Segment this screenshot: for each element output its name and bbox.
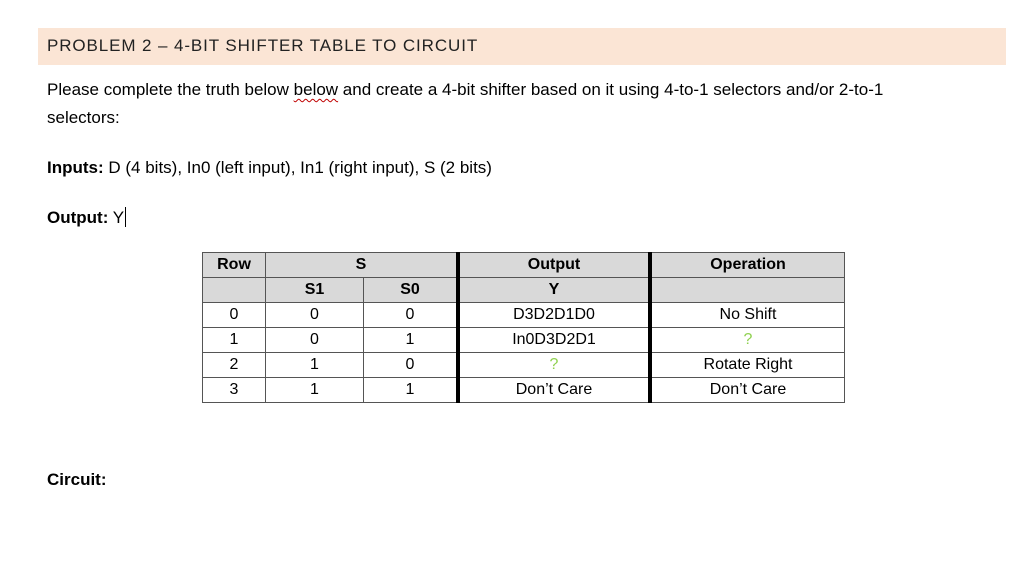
cell-s0: 1 [364,328,459,353]
inputs-label: Inputs: [47,158,104,177]
cell-operation: No Shift [650,303,845,328]
cell-s1: 0 [266,303,364,328]
cell-row: 2 [203,353,266,378]
cell-operation: Rotate Right [650,353,845,378]
header-output: Output [458,253,650,278]
truth-table [202,252,845,403]
table-row [203,353,845,378]
table-row [203,328,845,353]
problem-heading: PROBLEM 2 – 4-BIT SHIFTER TABLE TO CIRCUIT [47,36,479,55]
subheader-operation-empty [650,278,845,303]
header-row: Row [203,253,266,278]
instruction-paragraph [47,76,883,132]
cell-s1: 1 [266,378,364,403]
cell-s0: 0 [364,353,459,378]
cell-operation-placeholder: ? [650,328,845,353]
problem-heading-bar [38,28,1006,65]
instruction-text-line2: selectors: [47,108,120,127]
table-row [203,378,845,403]
table-header-row [203,253,845,278]
cell-operation: Don’t Care [650,378,845,403]
header-operation: Operation [650,253,845,278]
spellcheck-flagged-word[interactable]: below [293,80,339,99]
cell-output: In0D3D2D1 [458,328,650,353]
text-cursor [125,207,126,227]
cell-output: D3D2D1D0 [458,303,650,328]
cell-output-placeholder: ? [458,353,650,378]
inputs-line [47,154,492,182]
cell-s1: 1 [266,353,364,378]
cell-output: Don’t Care [458,378,650,403]
inputs-text: D (4 bits), In0 (left input), In1 (right input), S (2 bits) [103,158,492,177]
table-subheader-row [203,278,845,303]
cell-row: 3 [203,378,266,403]
table-row [203,303,845,328]
cell-s1: 0 [266,328,364,353]
subheader-y: Y [458,278,650,303]
header-s: S [266,253,459,278]
cell-row: 1 [203,328,266,353]
output-label: Output: [47,208,109,227]
instruction-text-after: and create a 4-bit shifter based on it using 4-to-1 selectors and/or 2-to-1 [338,80,884,99]
cell-s0: 1 [364,378,459,403]
instruction-text-before: Please complete the truth below [47,80,294,99]
circuit-label: Circuit: [47,470,107,489]
subheader-s0: S0 [364,278,459,303]
output-line[interactable] [47,204,126,232]
cell-row: 0 [203,303,266,328]
subheader-row-empty [203,278,266,303]
output-text: Y [108,208,125,227]
cell-s0: 0 [364,303,459,328]
subheader-s1: S1 [266,278,364,303]
